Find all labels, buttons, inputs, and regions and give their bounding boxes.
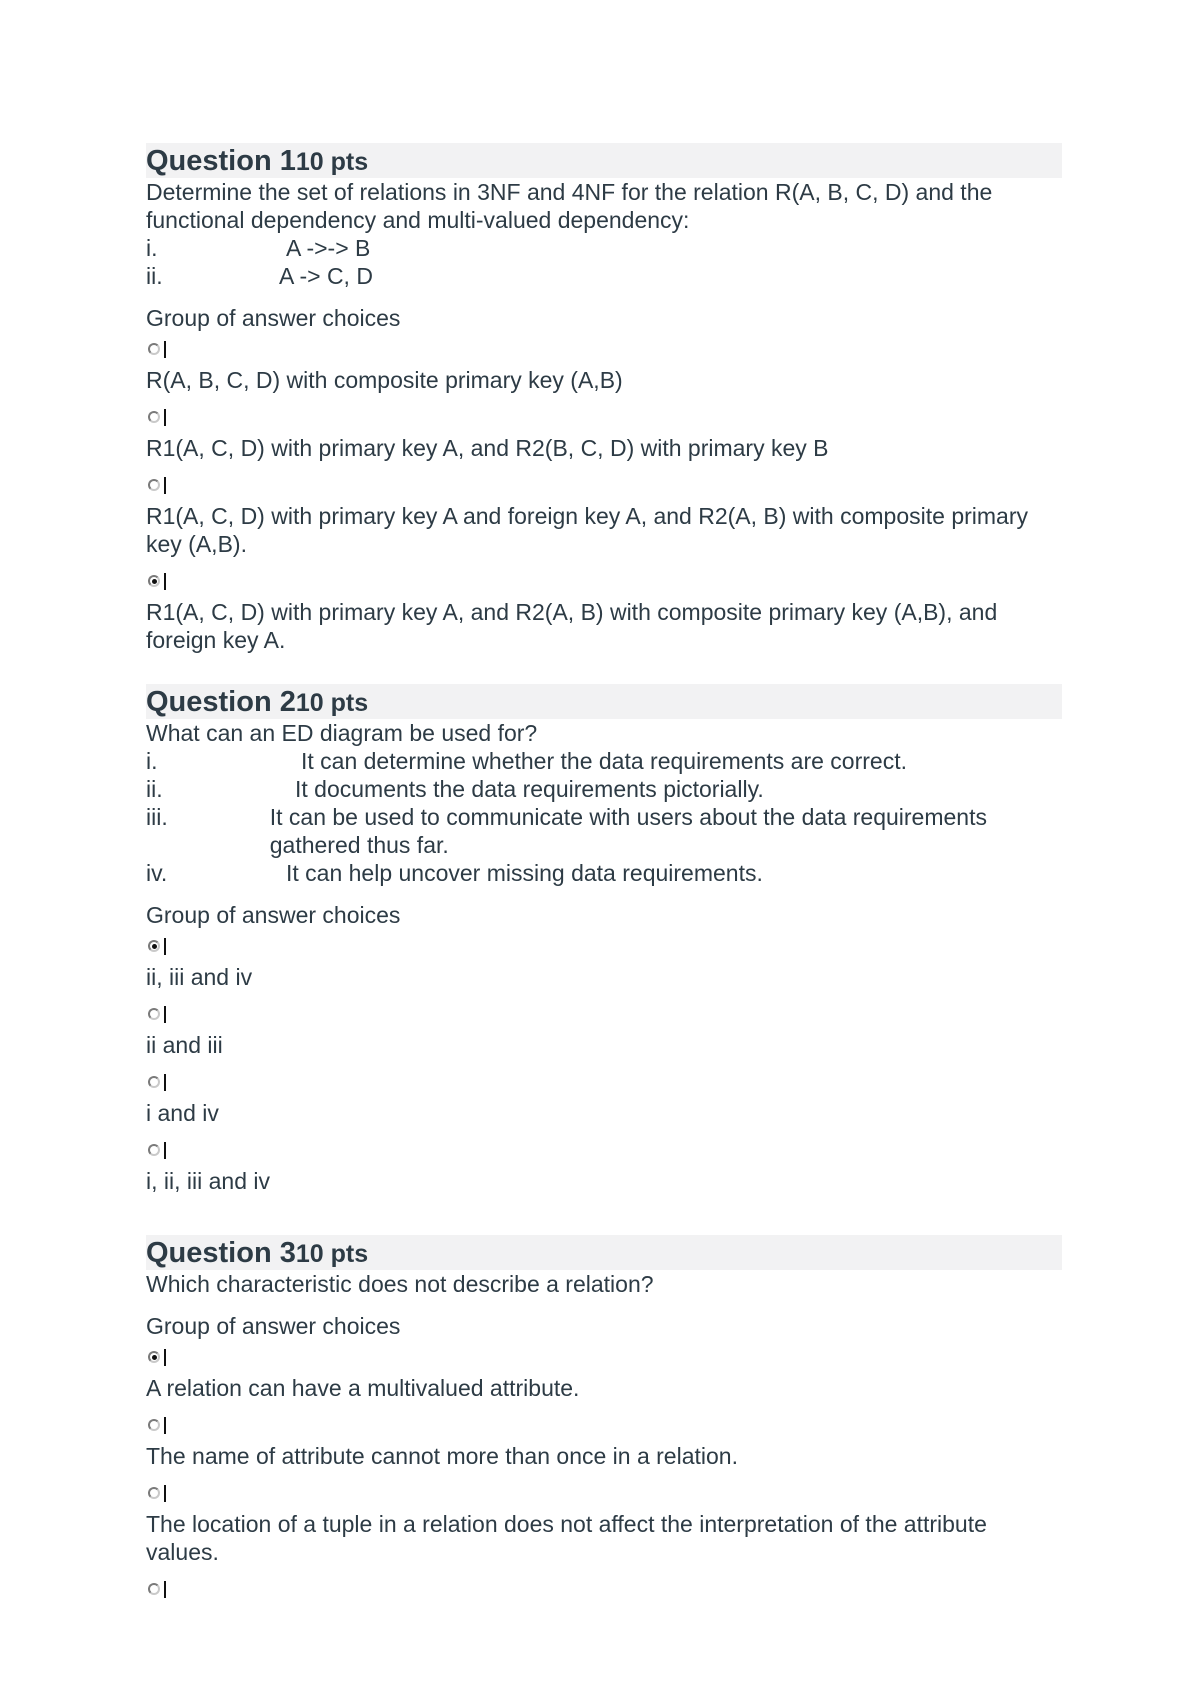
quiz-page [146, 143, 1062, 1636]
question-points: 10 pts [295, 689, 369, 717]
radio-button-selected[interactable] [148, 940, 160, 952]
radio-button[interactable] [148, 1583, 160, 1595]
radio-button[interactable] [148, 411, 160, 423]
question-3 [146, 1235, 1062, 1606]
statement-number: iv. [146, 860, 168, 886]
cursor-bar [164, 1142, 166, 1159]
radio-button-selected[interactable] [148, 575, 160, 587]
statement-text: It can determine whether the data requirements are correct. [301, 748, 907, 774]
question-2 [146, 684, 1062, 1195]
radio-button[interactable] [148, 479, 160, 491]
radio-button[interactable] [148, 1487, 160, 1499]
cursor-bar [164, 1581, 166, 1598]
radio-button[interactable] [148, 343, 160, 355]
question-text [146, 1270, 1062, 1298]
cursor-bar [164, 1417, 166, 1434]
question-title: Question 3 [146, 1237, 296, 1269]
question-points: 10 pts [295, 1240, 369, 1268]
radio-button[interactable] [148, 1076, 160, 1088]
radio-button[interactable] [148, 1419, 160, 1431]
statement-item [146, 234, 1062, 262]
answer-choice[interactable] [146, 1408, 1062, 1470]
statement-item [146, 747, 1062, 775]
answer-choice-text: i, ii, iii and iv [146, 1168, 270, 1194]
statement-item [146, 859, 1062, 887]
answer-choice-text: R1(A, C, D) with primary key A, and R2(A, B) with composite primary key (A,B), and foreign key A. [146, 599, 998, 653]
question-title: Question 1 [146, 145, 296, 177]
answer-choice-text: i and iv [146, 1100, 219, 1126]
answer-choice-text: A relation can have a multivalued attribute. [146, 1375, 580, 1401]
statement-number: iii. [146, 804, 168, 830]
radio-button-selected[interactable] [148, 1351, 160, 1363]
answer-choice[interactable] [146, 997, 1062, 1059]
cursor-bar [164, 409, 166, 426]
question-header [146, 684, 1062, 719]
statement-number: i. [146, 235, 158, 261]
statement-text: It can help uncover missing data requirements. [286, 860, 763, 886]
cursor-bar [164, 1074, 166, 1091]
question-prompt: Which characteristic does not describe a relation? [146, 1271, 654, 1297]
cursor-bar [164, 477, 166, 494]
answer-choice-text: The name of attribute cannot more than once in a relation. [146, 1443, 738, 1469]
statement-number: i. [146, 748, 158, 774]
answer-choice[interactable] [146, 332, 1062, 394]
answer-choice[interactable] [146, 1476, 1062, 1566]
question-title: Question 2 [146, 686, 296, 718]
cursor-bar [164, 573, 166, 590]
answer-group-label: Group of answer choices [146, 902, 401, 928]
cursor-bar [164, 1006, 166, 1023]
question-text [146, 719, 1062, 887]
question-header [146, 1235, 1062, 1270]
statement-number: ii. [146, 776, 163, 802]
cursor-bar [164, 341, 166, 358]
statement-number: ii. [146, 263, 163, 289]
answer-choice-text: R(A, B, C, D) with composite primary key (A,B) [146, 367, 623, 393]
radio-button[interactable] [148, 1144, 160, 1156]
question-prompt: What can an ED diagram be used for? [146, 720, 538, 746]
answer-choice[interactable] [146, 929, 1062, 991]
question-prompt: Determine the set of relations in 3NF and 4NF for the relation R(A, B, C, D) and the functional dependency and multi-valued dependency: [146, 179, 993, 233]
answer-choice[interactable] [146, 1065, 1062, 1127]
statement-text: A -> C, D [279, 263, 373, 289]
answer-group-label: Group of answer choices [146, 1313, 401, 1339]
answer-choice[interactable] [146, 1572, 1062, 1606]
cursor-bar [164, 1485, 166, 1502]
answer-choice[interactable] [146, 1133, 1062, 1195]
question-1 [146, 143, 1062, 654]
answer-choice[interactable] [146, 1340, 1062, 1402]
answer-choice-text: R1(A, C, D) with primary key A, and R2(B, C, D) with primary key B [146, 435, 829, 461]
statement-item [146, 262, 1062, 290]
statement-text: A ->-> B [286, 235, 371, 261]
answer-choice-text: ii and iii [146, 1032, 223, 1058]
answer-choice-text: ii, iii and iv [146, 964, 253, 990]
statement-item [146, 775, 1062, 803]
answer-choice[interactable] [146, 564, 1062, 654]
cursor-bar [164, 938, 166, 955]
answer-choice[interactable] [146, 400, 1062, 462]
answer-choice-text: R1(A, C, D) with primary key A and foreign key A, and R2(A, B) with composite primary key (A,B). [146, 503, 1028, 557]
answer-group-label: Group of answer choices [146, 305, 401, 331]
question-text [146, 178, 1062, 290]
statement-text: It can be used to communicate with users about the data requirements gathered thus far. [269, 804, 987, 858]
answer-choice-text: The location of a tuple in a relation does not affect the interpretation of the attribute values. [146, 1511, 987, 1565]
radio-button[interactable] [148, 1008, 160, 1020]
question-points: 10 pts [295, 148, 369, 176]
answer-choice[interactable] [146, 468, 1062, 558]
statement-item [146, 803, 1062, 859]
question-header [146, 143, 1062, 178]
statement-text: It documents the data requirements pictorially. [295, 776, 764, 802]
cursor-bar [164, 1349, 166, 1366]
